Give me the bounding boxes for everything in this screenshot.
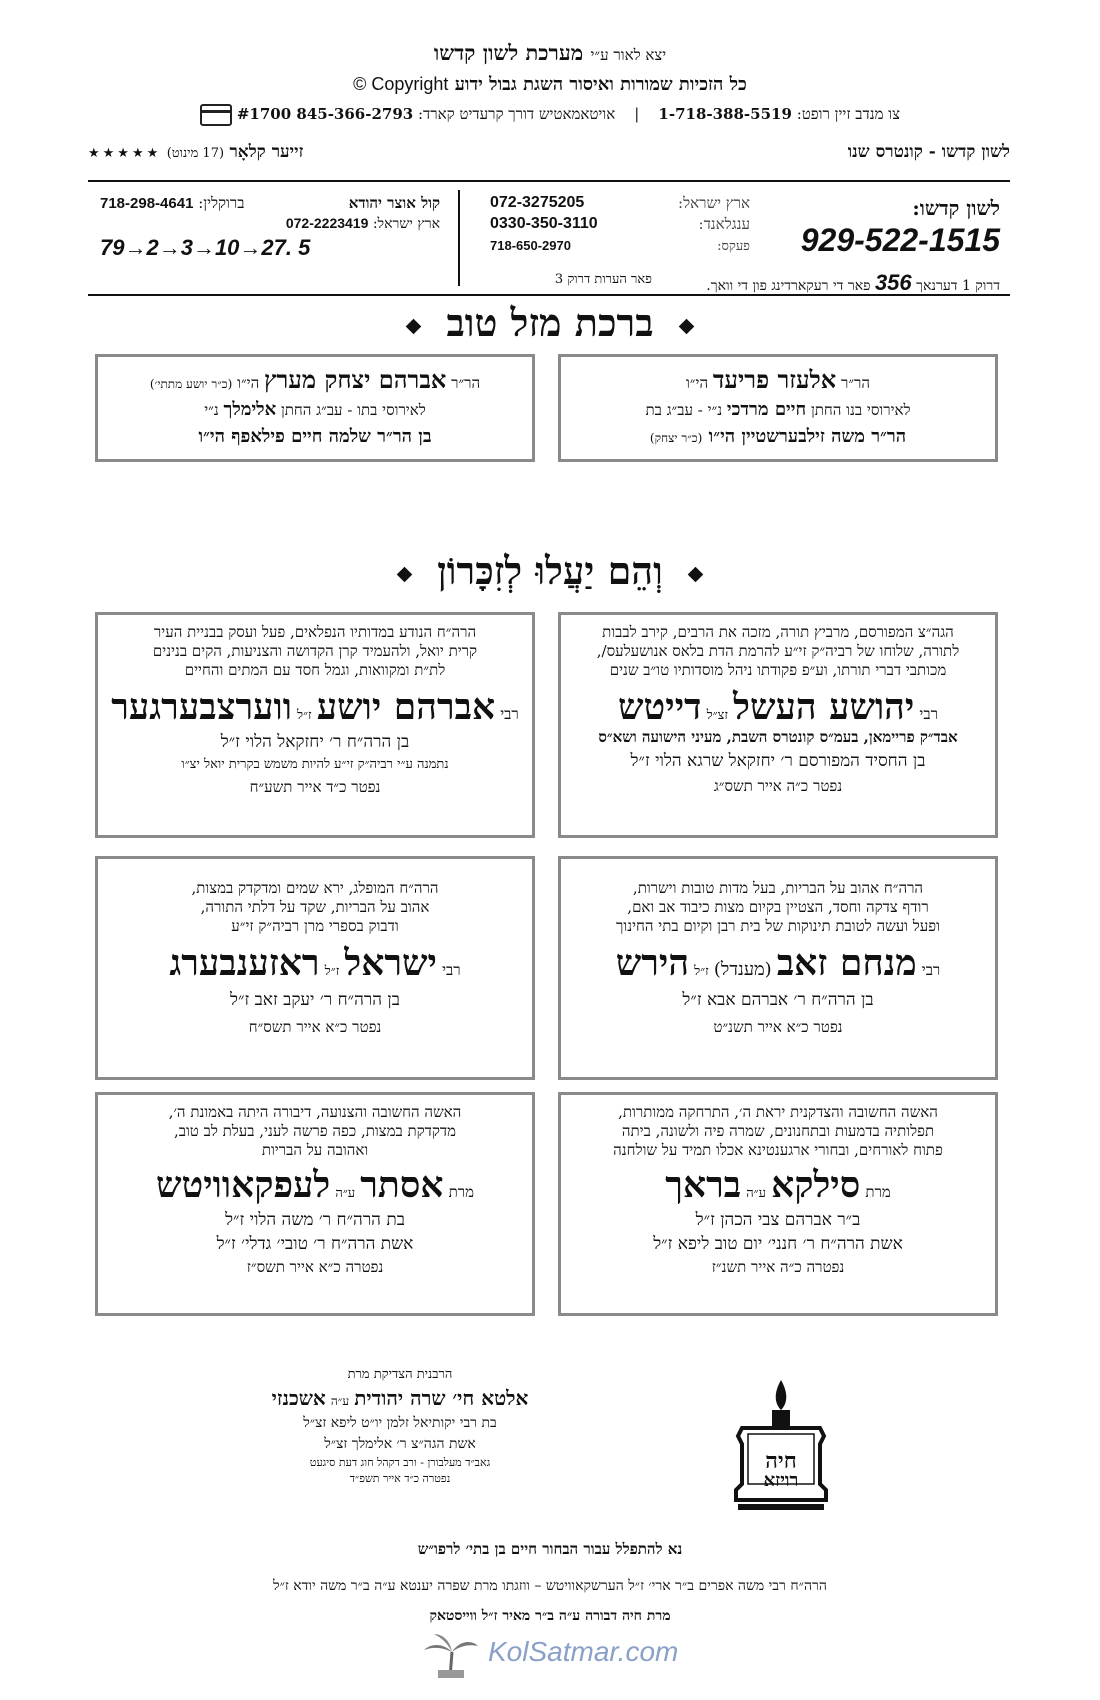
mazel-tov-box-right — [558, 354, 998, 462]
first-name: ישראל — [344, 942, 437, 984]
name: חיים מרדכי — [726, 399, 807, 420]
text: הר״ר משה זילבערשטיין הי״ו — [708, 426, 907, 447]
mt-r-line3 — [561, 426, 995, 447]
last-name: לעפקאוויטש — [156, 1164, 331, 1206]
parent-line: בת הרה״ח ר׳ משה הלוי ז״ל — [225, 1210, 405, 1230]
il2-label: ארץ ישראל: — [372, 216, 440, 232]
mazel-tov-box-left — [95, 354, 535, 462]
uk-number[interactable]: 0330-350-3110 — [490, 215, 598, 232]
prefix: רבי — [919, 705, 938, 723]
desc-line: פתוח לאורחים, ובחורי ארגענטינא אכלו תמיד על שולחנה — [613, 1141, 943, 1159]
diamond-icon — [406, 319, 422, 335]
memorial-box — [558, 612, 998, 838]
desc-line: הרה״ח אהוב על הבריות, בעל מדות טובות וישרות, — [632, 879, 924, 897]
rm-line4: אשת הגה״צ ר׳ אלימלך זצ״ל — [324, 1436, 476, 1452]
memorial-box — [558, 1092, 998, 1316]
note: (כ״ר יושע מתתי׳) — [149, 377, 233, 391]
note: (כ״ר יצחק) — [649, 431, 703, 445]
name-line — [98, 1164, 532, 1206]
program-title: לשון קדשו - קונטרס שנו — [847, 142, 1010, 162]
logo-name1: חיה — [765, 1448, 797, 1474]
memorial-box — [95, 1092, 535, 1316]
last-name: ווערצבערגער — [111, 686, 292, 728]
mazel-tov-title — [0, 300, 1100, 346]
first-name: מנחם זאב — [776, 942, 917, 984]
desc-line: האשה החשובה והצדקנית יראת ה׳, התרחקה ממותרות, — [618, 1103, 938, 1121]
star-rating-icon: ★★★★★ — [88, 146, 162, 161]
name-line — [561, 1164, 995, 1206]
clarity-label: זייער קלאָר — [229, 142, 304, 162]
duration: (17 מינוט) — [166, 146, 225, 161]
parent-line: בן הרה״ח ר׳ יעקב זאב ז״ל — [230, 990, 400, 1010]
dedication-line2: מרת חיה דבורה ע״ה ב״ר מאיר ז״ל ווייסטאק — [429, 1608, 671, 1624]
lk-instructions — [706, 270, 1000, 296]
watermark — [420, 1630, 720, 1680]
date-line: נפטר כ״ד אייר תשע״ח — [249, 778, 381, 796]
program-row — [88, 142, 1010, 162]
candle-logo-icon — [728, 1372, 834, 1522]
bk-label: ברוקלין: — [198, 194, 245, 212]
notes-line: פאר הערות דרוק 3 — [554, 272, 652, 287]
suffix: הי״ו — [685, 374, 709, 392]
donate-line — [0, 104, 1100, 126]
parent-line: בן הרה״ח ר׳ יחזקאל הלוי ז״ל — [220, 732, 410, 752]
rebbetzin-memorial — [220, 1366, 580, 1485]
credit-card-icon — [200, 104, 232, 126]
fax-label: פעקס: — [717, 239, 750, 254]
husband-line: אשת הרה״ח ר׳ טובי׳ גדלי׳ ז״ל — [216, 1234, 414, 1254]
prefix: הר״ר — [451, 374, 481, 392]
desc-line: רודף צדקה וחסד, הצטיין בקיום מצות כיבוד אב ואם, — [627, 898, 929, 916]
suffix: ז״ל — [324, 964, 340, 979]
date-line: נפטר כ״א אייר תשנ״ט — [713, 1018, 843, 1036]
name: אברהם יצחק מערץ — [264, 365, 447, 394]
first-name: אברהם יושע — [316, 686, 496, 728]
il-number[interactable]: 072-3275205 — [490, 194, 585, 211]
desc-line: מדקדקת במצות, כפה פרשה לעני, בעלת לב טוב, — [173, 1122, 457, 1140]
last-name: ראזענבערג — [169, 942, 320, 984]
name-line — [561, 942, 995, 984]
title-line: אבד״ק פריימאן, בעמ״ס קונטרס השבת, מעיני הישועה ושא״ס — [598, 728, 958, 746]
rm-suffix: ע״ה — [330, 1394, 350, 1408]
prefix: הר״ר — [840, 374, 871, 392]
desc-line: הגה״צ המפורסם, מרביץ תורה, מזכה את הרבים, קירב לבבות — [602, 623, 954, 641]
name: אלעזר פריעד — [712, 365, 837, 394]
separator: | — [634, 105, 640, 123]
desc-line: לת״ת ומקוואות, וגמל חסד עם המתים והחיים — [184, 661, 446, 679]
il-label: ארץ ישראל: — [678, 194, 750, 212]
donate-phone[interactable]: 1-718-388-5519 — [658, 105, 792, 123]
suffix: נ״י - עב״ג בת — [645, 401, 723, 419]
publisher-name: מערכת לשון קדשו — [433, 40, 584, 65]
last-name: בראך — [665, 1164, 742, 1206]
mazel-tov-text: ברכת מזל טוב — [446, 300, 654, 345]
prefix: מרת — [865, 1183, 891, 1201]
memorial-box — [558, 856, 998, 1080]
prefix: מרת — [448, 1183, 474, 1201]
il2-number[interactable]: 072-2223419 — [285, 215, 369, 231]
last-name: דייטש — [618, 686, 702, 728]
desc-line: ודבוק בספרי מרן רביה״ק זי״ע — [231, 917, 399, 935]
lk-ext: 356 — [874, 270, 912, 295]
mt-l-line1 — [98, 365, 532, 395]
rm-line3: בת רבי יקותיאל זלמן יו״ט ליפא זצ״ל — [303, 1415, 497, 1431]
desc-line: האשה החשובה והצנועה, דיבורה היתה באמונת ה׳, — [168, 1103, 462, 1121]
nickname: (מענדל) — [713, 959, 772, 980]
koy-title: קול אוצר יהודא — [348, 194, 440, 212]
suffix: ז״ל — [694, 964, 709, 979]
date-line: נפטרה כ״ה אייר תשנ״ז — [711, 1258, 845, 1276]
memorial-text: וְהֵם יַעֲלוּ לְזִכָּרוֹן — [437, 548, 663, 593]
parent-line: בן הרה״ח ר׳ אברהם אבא ז״ל — [682, 990, 874, 1010]
copyright-text: Copyright © — [353, 74, 449, 94]
divider — [458, 190, 460, 286]
last-name: הירש — [615, 942, 690, 984]
intl-numbers — [490, 194, 750, 254]
rm-line1: הרבנית הצדיקת מרת — [347, 1367, 453, 1382]
prefix: רבי — [442, 961, 461, 979]
name-line — [98, 942, 532, 984]
date-line: נפטרה כ״א אייר תשס״ז — [246, 1258, 384, 1276]
fax-number[interactable]: 718-650-2970 — [490, 238, 571, 253]
bk-number[interactable]: 718-298-4641 — [100, 195, 194, 212]
date-line: נפטר כ״ה אייר תשס״ג — [713, 777, 843, 795]
rights-text: כל הזכיות שמורות ואיסור השגת גבול ידוע — [454, 74, 747, 95]
desc-line: הרה״ח המופלג, ירא שמים ומדקדק במצות, — [191, 879, 439, 897]
name-line — [98, 686, 532, 728]
first-name: יהושע העשל — [733, 686, 915, 728]
desc-line: תפלותיה בדמעות ובתחנונים, שמרה פיה ולשונה, ביתה — [621, 1122, 935, 1140]
desc-line: לתורה, שלוחו של רביה״ק זי״ע להרמת הדת בלאס אנושעלעס/, — [596, 642, 960, 660]
koy-numbers — [100, 194, 440, 261]
name-line — [561, 686, 995, 728]
parent-line: בן החסיד המפורסם ר׳ יחזקאל שרגא הלוי ז״ל — [630, 751, 926, 771]
memorial-title — [0, 548, 1100, 594]
lk-title: לשון קדשו: — [912, 196, 1000, 220]
desc-line: ופעל ועשה לטובת תינוקות של בית רבן וקיום בתי החינוך — [616, 917, 940, 935]
mt-r-line1 — [561, 365, 995, 395]
mt-r-line2 — [561, 399, 995, 420]
note-line: נתמנה ע״י רביה״ק זי״ע להיות משמש בקרית יואל יצ״ו — [181, 757, 449, 772]
suffix: ז״ל — [297, 708, 312, 723]
suffix: הי״ו — [237, 374, 260, 392]
first-name: אסתר — [360, 1164, 444, 1206]
suffix: נ״י — [204, 401, 219, 419]
desc-line: ואהובה על הבריות — [261, 1141, 369, 1159]
desc-line: אהוב על הבריות, שקד על דלתי התורה, — [200, 898, 430, 916]
prefix: רבי — [921, 961, 941, 979]
memorial-box — [95, 612, 535, 838]
rm-line5: גאב״ד מעלבורן - ורב דקהל חוג דעת סיגעט — [309, 1456, 491, 1469]
lk-phone-number[interactable]: 929-522-1515 — [800, 222, 1000, 258]
uk-label: ענגלאנד: — [698, 215, 750, 233]
diamond-icon — [397, 567, 413, 583]
logo-name2: רויזא — [763, 1470, 799, 1491]
rm-name: אלטא חי׳ שרה יהודית — [354, 1386, 529, 1410]
date-line: נפטר כ״א אייר תשס״ח — [248, 1018, 382, 1036]
desc-line: הרה״ח הנודע במדותיו הנפלאים, פעל ועסק בבניית העיר — [153, 623, 477, 641]
lk-post: פאר די רעקארדינג פון די וואך. — [706, 278, 871, 294]
suffix: ע״ה — [746, 1186, 766, 1201]
rm-surname: אשכנזי — [271, 1386, 326, 1410]
first-name: סילקא — [771, 1164, 861, 1206]
desc-line: קרית יואל, ולהעמיד קרן הקדושה והצניעות, הקים בנינים — [152, 642, 478, 660]
publisher-prefix: יצא לאור ע״י — [590, 46, 667, 64]
name: אלימלך — [223, 399, 277, 420]
memorial-logo — [728, 1372, 834, 1522]
prefix: לאירוסי בתו - עב״ג החתן — [280, 401, 426, 419]
auto-card-label: אויטאמאטיש דורך קרעדיט קארד: — [418, 105, 616, 123]
suffix: זצ״ל — [706, 708, 729, 723]
clarity-rating — [88, 142, 303, 162]
parent-line: ב״ר אברהם צבי הכהן ז״ל — [695, 1210, 861, 1230]
palm-tree-icon — [420, 1630, 480, 1680]
auto-card-number[interactable]: 845-366-2793 #1700 — [236, 105, 414, 123]
prayer-request: נא להתפלל עבור הבחור חיים בן בתי׳ לרפו״ש — [417, 1540, 683, 1558]
mt-l-line3: בן הר״ר שלמה חיים פילאפף הי״ו — [198, 426, 432, 447]
watermark-text: KolSatmar.com — [488, 1636, 679, 1667]
lk-pre: דרוק 1 דערנאך — [916, 278, 1000, 294]
prefix: רבי — [500, 705, 519, 723]
donate-label: צו מנדב זיין רופט: — [796, 105, 900, 123]
menu-sequence: 79→2→3→10→27. 5 — [100, 235, 311, 260]
publisher-line — [0, 40, 1100, 66]
diamond-icon — [688, 567, 704, 583]
rights-line — [0, 74, 1100, 95]
dedication-line: הרה״ח רבי משה אפרים ב״ר ארי׳ ז״ל הערשקאוויטש – ווזגתו מרת שפרה יענטא ע״ה ב״ר משה יודא ז״ל — [273, 1578, 827, 1594]
suffix: ע״ה — [335, 1186, 356, 1201]
diamond-icon — [678, 319, 694, 335]
rm-name-line — [220, 1386, 580, 1411]
mt-l-line2 — [98, 399, 532, 420]
rm-line6: נפטרה כ״ד אייר תשפ״ד — [349, 1472, 451, 1485]
prefix: לאירוסי בנו החתן — [810, 401, 911, 419]
memorial-box — [95, 856, 535, 1080]
husband-line: אשת הרה״ח ר׳ חנני׳ יום טוב ליפא ז״ל — [653, 1234, 903, 1254]
desc-line: מכותבי דברי תורתו, וע״פ פקודתו ניהל מוסדותיו טו״ב שנים — [609, 661, 947, 679]
